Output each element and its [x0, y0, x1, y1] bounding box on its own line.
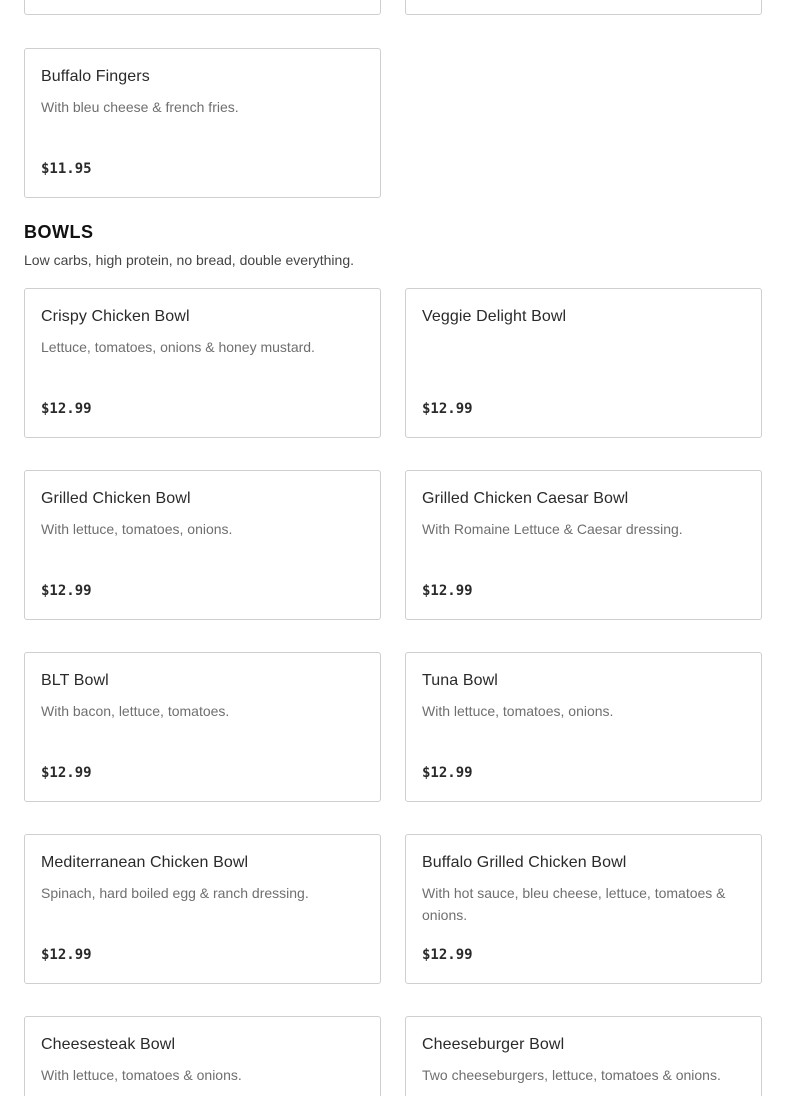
menu-item-description: Spinach, hard boiled egg & ranch dressing. — [41, 885, 309, 901]
menu-item-card[interactable] — [24, 48, 381, 198]
menu-item-description: With lettuce, tomatoes, onions. — [41, 521, 233, 537]
menu-item-name: Mediterranean Chicken Bowl — [41, 854, 249, 871]
menu-item-card[interactable] — [405, 470, 762, 620]
menu-item-description: Lettuce, tomatoes, onions & honey mustard. — [41, 339, 315, 355]
menu-item-price: $12.99 — [41, 401, 92, 417]
menu-item-description: With lettuce, tomatoes & onions. — [41, 1067, 242, 1083]
menu-item-description: With bacon, lettuce, tomatoes. — [41, 703, 230, 719]
menu-item-card[interactable] — [24, 470, 381, 620]
menu-item-name: Cheeseburger Bowl — [422, 1036, 565, 1053]
menu-item-price: $12.99 — [422, 765, 473, 781]
menu-item-name: Buffalo Grilled Chicken Bowl — [422, 854, 627, 871]
menu-item-price: $12.99 — [41, 583, 92, 599]
menu-item-description: Two cheeseburgers, lettuce, tomatoes & onions. — [422, 1067, 721, 1083]
menu-item-card[interactable] — [405, 0, 762, 15]
menu-item-description: With lettuce, tomatoes, onions. — [422, 703, 614, 719]
menu-item-name: Grilled Chicken Bowl — [41, 490, 191, 507]
menu-item-price: $12.99 — [41, 947, 92, 963]
menu-item-card[interactable] — [24, 0, 381, 15]
menu-item-card[interactable] — [405, 652, 762, 802]
menu-item-name: Crispy Chicken Bowl — [41, 308, 190, 325]
menu-item-price: $12.99 — [41, 765, 92, 781]
menu-item-description: With Romaine Lettuce & Caesar dressing. — [422, 521, 683, 537]
menu-item-description: With hot sauce, bleu cheese, lettuce, tomatoes & onions. — [422, 885, 726, 923]
menu-item-price: $11.95 — [41, 161, 92, 177]
menu-item-name: Veggie Delight Bowl — [422, 308, 567, 325]
menu-item-name: BLT Bowl — [41, 672, 109, 689]
menu-item-name: Grilled Chicken Caesar Bowl — [422, 490, 629, 507]
menu-item-card[interactable] — [405, 834, 762, 984]
menu-item-name: Tuna Bowl — [422, 672, 498, 689]
menu-item-card[interactable] — [24, 652, 381, 802]
menu-item-card[interactable] — [405, 1016, 762, 1096]
menu-item-price: $12.99 — [422, 947, 473, 963]
section-title: BOWLS — [24, 222, 94, 242]
menu-item-price: $12.99 — [422, 401, 473, 417]
menu-item-card[interactable] — [405, 288, 762, 438]
menu-item-card[interactable] — [24, 834, 381, 984]
menu-item-card[interactable] — [24, 288, 381, 438]
menu-item-price: $12.99 — [422, 583, 473, 599]
menu-item-name: Buffalo Fingers — [41, 68, 150, 85]
menu-item-card[interactable] — [24, 1016, 381, 1096]
menu-item-name: Cheesesteak Bowl — [41, 1036, 176, 1053]
section-subtitle: Low carbs, high protein, no bread, double everything. — [24, 252, 354, 268]
menu-item-description: With bleu cheese & french fries. — [41, 99, 239, 115]
